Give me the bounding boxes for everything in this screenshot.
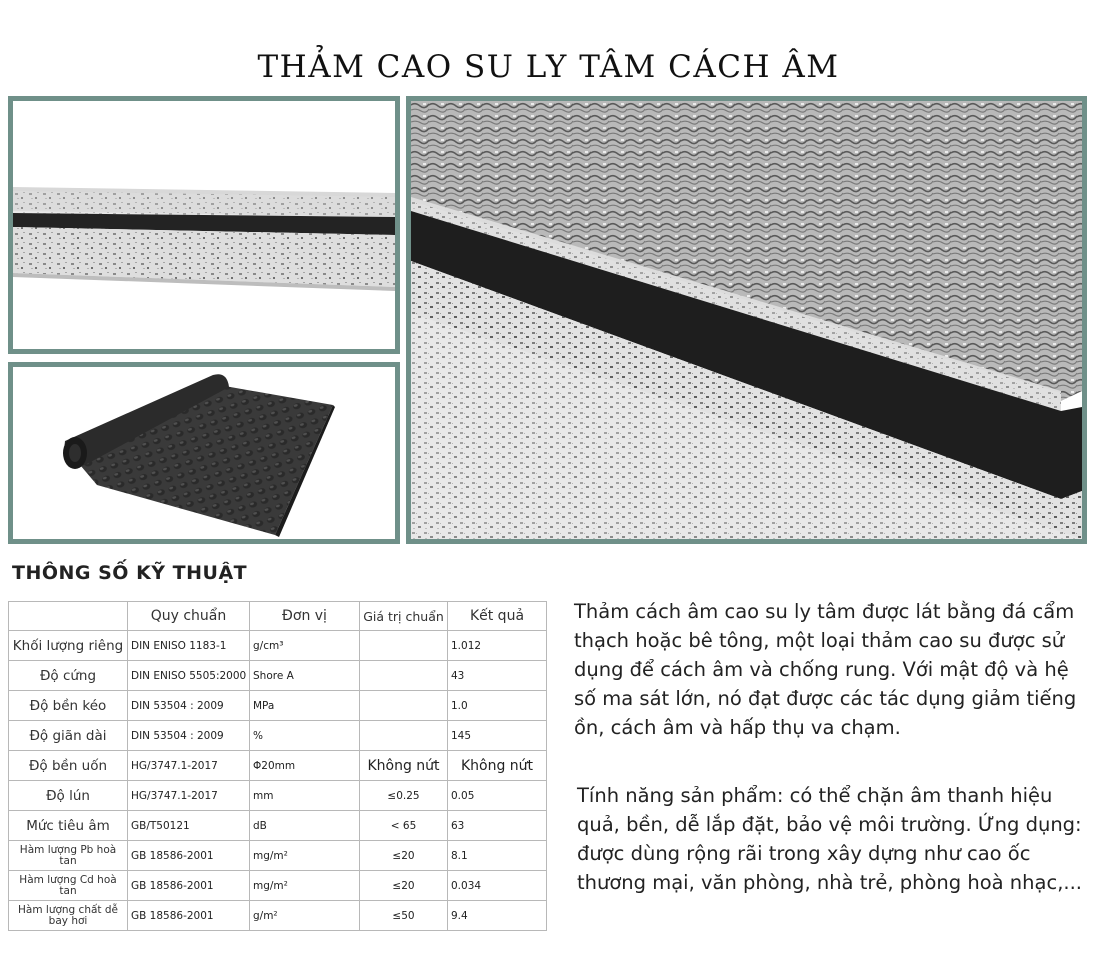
standard-value (360, 691, 448, 721)
header-cell (9, 602, 128, 631)
table-row (9, 751, 547, 781)
rubber-roll-illustration (13, 367, 395, 539)
product-photo-sandwich-small (8, 96, 400, 354)
property-name: Độ lún (9, 781, 128, 811)
table-row (9, 661, 547, 691)
unit: mg/m² (250, 841, 360, 871)
result: 8.1 (448, 841, 547, 871)
standard-value: < 65 (360, 811, 448, 841)
table-row (9, 901, 547, 931)
stone-rubber-stone-illustration (13, 101, 395, 349)
unit: mg/m² (250, 871, 360, 901)
header-cell: Quy chuẩn (128, 602, 250, 631)
standard: DIN ENISO 1183-1 (128, 631, 250, 661)
unit: Shore A (250, 661, 360, 691)
table-header-row (9, 602, 547, 631)
standard-value: ≤50 (360, 901, 448, 931)
unit: % (250, 721, 360, 751)
property-name: Độ bền kéo (9, 691, 128, 721)
property-name: Mức tiêu âm (9, 811, 128, 841)
standard: HG/3747.1-2017 (128, 751, 250, 781)
standard: DIN 53504 : 2009 (128, 691, 250, 721)
page-title: THẢM CAO SU LY TÂM CÁCH ÂM (257, 48, 840, 85)
header-cell: Giá trị chuẩn (360, 602, 448, 631)
header-cell: Kết quả (448, 602, 547, 631)
result: 9.4 (448, 901, 547, 931)
property-name: Độ giãn dài (9, 721, 128, 751)
unit: MPa (250, 691, 360, 721)
property-name: Độ bền uốn (9, 751, 128, 781)
table-row (9, 721, 547, 751)
result: 1.0 (448, 691, 547, 721)
table-row (9, 781, 547, 811)
header-cell: Đơn vị (250, 602, 360, 631)
standard-value (360, 631, 448, 661)
result: 43 (448, 661, 547, 691)
standard: GB 18586-2001 (128, 871, 250, 901)
result: 63 (448, 811, 547, 841)
property-name: Hàm lượng chất dễ bay hơi (9, 901, 128, 931)
property-name: Khối lượng riêng (9, 631, 128, 661)
property-name: Hàm lượng Cd hoà tan (9, 871, 128, 901)
property-name: Hàm lượng Pb hoà tan (9, 841, 128, 871)
standard-value (360, 721, 448, 751)
product-description: Thảm cách âm cao su ly tâm được lát bằng đá cẩm thạch hoặc bê tông, một loại thảm cao su được sử dụng để cách âm và chống rung. Với mật độ và hệ số ma sát lớn, nó đạt được các tác dụng giảm tiếng ồn, cách âm và hấp thụ va chạm. (574, 600, 1077, 739)
unit: Φ20mm (250, 751, 360, 781)
result: 0.05 (448, 781, 547, 811)
property-name: Độ cứng (9, 661, 128, 691)
standard-value: ≤20 (360, 871, 448, 901)
standard: DIN 53504 : 2009 (128, 721, 250, 751)
spec-table (8, 601, 547, 931)
spec-heading: THÔNG SỐ KỸ THUẬT (12, 562, 248, 584)
standard: DIN ENISO 5505:2000 (128, 661, 250, 691)
unit: g/m² (250, 901, 360, 931)
table-row (9, 631, 547, 661)
table-row (9, 691, 547, 721)
table-row (9, 811, 547, 841)
standard-value: Không nứt (360, 751, 448, 781)
standard-value: ≤20 (360, 841, 448, 871)
unit: mm (250, 781, 360, 811)
table-row (9, 871, 547, 901)
standard: GB 18586-2001 (128, 841, 250, 871)
result: 0.034 (448, 871, 547, 901)
standard: GB/T50121 (128, 811, 250, 841)
unit: g/cm³ (250, 631, 360, 661)
result: 1.012 (448, 631, 547, 661)
standard-value: ≤0.25 (360, 781, 448, 811)
result: 145 (448, 721, 547, 751)
table-row (9, 841, 547, 871)
product-photo-sandwich-large (406, 96, 1087, 544)
standard-value (360, 661, 448, 691)
standard: HG/3747.1-2017 (128, 781, 250, 811)
stone-rubber-stone-closeup-illustration (411, 101, 1082, 539)
unit: dB (250, 811, 360, 841)
result: Không nứt (448, 751, 547, 781)
product-features-applications: Tính năng sản phẩm: có thể chặn âm thanh hiệu quả, bền, dễ lắp đặt, bảo vệ môi trường. Ứng dụng: được dùng rộng rãi trong xây dựng như cao ốc thương mại, văn phòng, nhà trẻ, phòng hoà nhạc,... (577, 784, 1082, 894)
product-photo-rubber-roll (8, 362, 400, 544)
standard: GB 18586-2001 (128, 901, 250, 931)
